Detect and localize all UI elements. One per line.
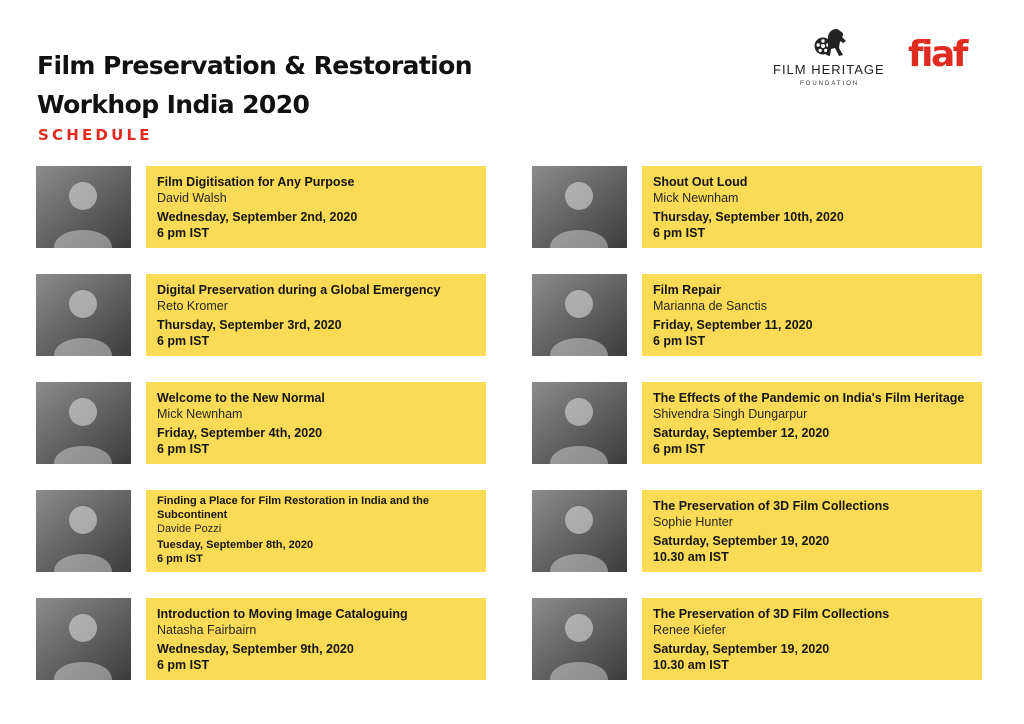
lion-film-reel-logo-icon: [813, 26, 849, 58]
session-title: Digital Preservation during a Global Emergency: [157, 283, 441, 297]
schedule-column-left: [36, 164, 486, 704]
session-card: [642, 274, 982, 356]
session-time: 6 pm IST: [653, 442, 706, 456]
speaker-photo: [532, 598, 627, 680]
session-time: 6 pm IST: [157, 658, 210, 672]
session-time: 6 pm IST: [157, 226, 210, 240]
person-silhouette-icon: [36, 382, 131, 464]
session-card: [146, 490, 486, 572]
session-date: Thursday, September 3rd, 2020: [157, 318, 342, 332]
session-time: 6 pm IST: [157, 334, 210, 348]
session-card: [146, 274, 486, 356]
session-entry: [36, 164, 486, 272]
person-silhouette-icon: [532, 490, 627, 572]
speaker-name: Shivendra Singh Dungarpur: [653, 407, 808, 421]
session-title: Introduction to Moving Image Cataloguing: [157, 607, 408, 621]
session-entry: [532, 164, 982, 272]
session-time: 10.30 am IST: [653, 658, 729, 672]
session-time: 6 pm IST: [157, 553, 203, 565]
session-title: Film Repair: [653, 283, 722, 297]
session-title: Film Digitisation for Any Purpose: [157, 175, 355, 189]
speaker-photo: [532, 274, 627, 356]
session-date: Tuesday, September 8th, 2020: [157, 539, 314, 551]
person-silhouette-icon: [36, 274, 131, 356]
session-date: Wednesday, September 2nd, 2020: [157, 210, 358, 224]
session-card: [146, 598, 486, 680]
session-date: Saturday, September 19, 2020: [653, 534, 830, 548]
session-entry: [36, 380, 486, 488]
session-time: 6 pm IST: [157, 442, 210, 456]
session-date: Friday, September 4th, 2020: [157, 426, 323, 440]
person-silhouette-icon: [532, 598, 627, 680]
session-title: Welcome to the New Normal: [157, 391, 325, 405]
speaker-name: Sophie Hunter: [653, 515, 733, 529]
speaker-photo: [532, 382, 627, 464]
person-silhouette-icon: [36, 166, 131, 248]
session-title: The Preservation of 3D Film Collections: [653, 607, 890, 621]
session-card: [642, 598, 982, 680]
session-time: 10.30 am IST: [653, 550, 729, 564]
session-card: [642, 166, 982, 248]
session-card: [146, 166, 486, 248]
session-title: The Preservation of 3D Film Collections: [653, 499, 890, 513]
session-date: Wednesday, September 9th, 2020: [157, 642, 354, 656]
session-entry: [36, 272, 486, 380]
speaker-name: Renee Kiefer: [653, 623, 726, 637]
speaker-photo: [36, 490, 131, 572]
session-title: Finding a Place for Film Restoration in India and the Subcontinent: [157, 495, 429, 521]
person-silhouette-icon: [532, 166, 627, 248]
session-date: Friday, September 11, 2020: [653, 318, 813, 332]
logos: [770, 24, 980, 94]
fiaf-logo: fiaf: [908, 34, 966, 75]
session-entry: [532, 272, 982, 380]
title-line-2: Workhop India 2020: [37, 90, 310, 119]
session-card: [642, 382, 982, 464]
speaker-photo: [36, 598, 131, 680]
session-title: The Effects of the Pandemic on India's Film Heritage: [653, 391, 965, 405]
speaker-name: Marianna de Sanctis: [653, 299, 767, 313]
session-entry: [532, 488, 982, 596]
title-line-1: Film Preservation & Restoration: [37, 51, 472, 80]
session-card: [146, 382, 486, 464]
schedule-heading: SCHEDULE: [38, 126, 153, 144]
speaker-name: Mick Newnham: [653, 191, 739, 205]
speaker-photo: [36, 382, 131, 464]
person-silhouette-icon: [36, 490, 131, 572]
speaker-photo: [36, 274, 131, 356]
speaker-name: Reto Kromer: [157, 299, 228, 313]
session-title: Shout Out Loud: [653, 175, 748, 189]
session-entry: [532, 380, 982, 488]
session-date: Thursday, September 10th, 2020: [653, 210, 844, 224]
film-heritage-logo-subtext: FOUNDATION: [800, 81, 860, 87]
person-silhouette-icon: [532, 382, 627, 464]
speaker-name: Mick Newnham: [157, 407, 243, 421]
person-silhouette-icon: [36, 598, 131, 680]
speaker-photo: [532, 490, 627, 572]
speaker-name: Natasha Fairbairn: [157, 623, 257, 637]
session-date: Saturday, September 19, 2020: [653, 642, 830, 656]
film-heritage-logo-text: FILM HERITAGE: [773, 62, 885, 77]
person-silhouette-icon: [532, 274, 627, 356]
speaker-photo: [36, 166, 131, 248]
session-entry: [36, 488, 486, 596]
schedule-column-right: [532, 164, 982, 704]
speaker-photo: [532, 166, 627, 248]
page-title: [37, 46, 472, 124]
session-date: Saturday, September 12, 2020: [653, 426, 830, 440]
session-time: 6 pm IST: [653, 334, 706, 348]
speaker-name: David Walsh: [157, 191, 227, 205]
session-card: [642, 490, 982, 572]
session-entry: [36, 596, 486, 704]
speaker-name: Davide Pozzi: [157, 523, 222, 535]
session-time: 6 pm IST: [653, 226, 706, 240]
session-entry: [532, 596, 982, 704]
